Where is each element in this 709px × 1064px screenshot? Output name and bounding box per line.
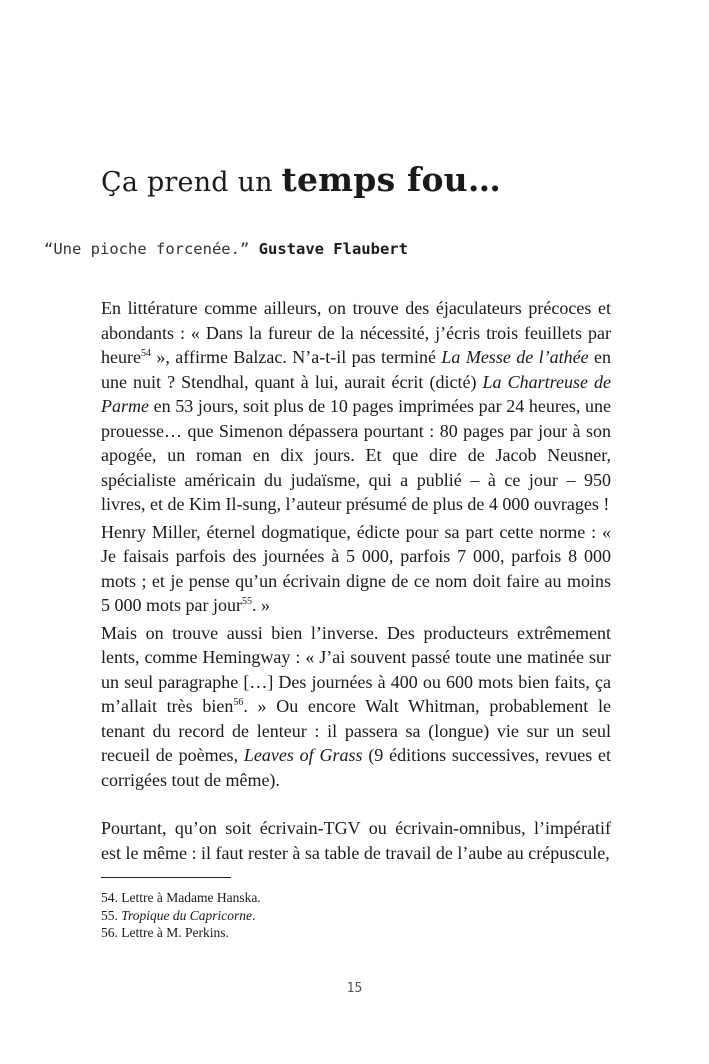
footnote-55-number: 55. xyxy=(101,907,118,923)
chapter-title-emphasis: temps fou… xyxy=(281,160,502,199)
footnote-56: 56. Lettre à M. Perkins. xyxy=(101,925,229,940)
paragraph-3-text-c: (9 éditions successives, revues et corrigées tout de même). xyxy=(101,745,611,790)
paragraph-2 xyxy=(101,520,611,618)
footnotes xyxy=(101,889,501,942)
footnote-55-end: . xyxy=(252,907,256,923)
book-title-chartreuse: La Chartreuse de Parme xyxy=(101,371,611,416)
paragraph-2-text-a: Henry Miller, éternel dogmatique, édicte pour sa part cette norme : « Je faisais parfois des journées à 5 000, parfois 7 000, parfois 8 000 mots ; et je pense qu’un écrivain digne de ce nom doit faire au moins 5 000 mots par jour xyxy=(101,521,611,615)
book-title-leaves: Leaves of Grass xyxy=(243,745,363,765)
footnote-54: 54. Lettre à Madame Hanska. xyxy=(101,890,261,905)
footnote-55-title: Tropique du Capricorne xyxy=(121,907,253,923)
footnote-ref-55: 55 xyxy=(242,596,252,607)
paragraph-1-text-a: En littérature comme ailleurs, on trouve des éjaculateurs précoces et abondants : « Dans la fureur de la nécessité, j’écris trois feuillets par heure xyxy=(101,298,611,367)
paragraph-1-text-d: en 53 jours, soit plus de 10 pages imprimées par 24 heures, une prouesse… que Simenon dépassera pourtant : 80 pages par jour à son apogée, un roman en dix jours. Et que dire de Jacob Neusner, spécialiste américain du judaïsme, qui a publié – à ce jour – 950 livres, et de Kim Il-sung, l’auteur présumé de plus de 4 000 ouvrages ! xyxy=(101,396,611,514)
chapter-title xyxy=(101,160,501,199)
paragraph-3 xyxy=(101,621,611,793)
book-title-messe: La Messe de l’athée xyxy=(441,347,589,367)
paragraph-3-text-a: Mais on trouve aussi bien l’inverse. Des producteurs extrêmement lents, comme Hemingway : « J’ai souvent passé toute une matinée sur un seul paragraphe […] Des journées à 400 ou 600 mots bien faits, ça m’allait très bien xyxy=(101,622,611,716)
body-text xyxy=(101,296,611,868)
paragraph-3-text-b: . » Ou encore Walt Whitman, probablement le tenant du record de lenteur : il passera sa (longue) vie sur un seul recueil de poèmes, xyxy=(101,696,611,765)
epigraph-author: Gustave Flaubert xyxy=(258,240,408,258)
page-number: 15 xyxy=(346,981,363,996)
paragraph-1-text-b: », affirme Balzac. N’a-t-il pas terminé xyxy=(150,347,442,367)
paragraph-1-text-c: en une nuit ? Stendhal, quant à lui, aurait écrit (dicté) xyxy=(101,347,611,392)
footnote-55 xyxy=(101,907,501,925)
paragraph-4: Pourtant, qu’on soit écrivain-TGV ou écrivain-omnibus, l’impératif est le même : il faut rester à sa table de travail de l’aube au crépuscule, xyxy=(101,818,611,863)
epigraph xyxy=(44,240,408,258)
footnote-ref-54: 54 xyxy=(140,348,151,359)
epigraph-quote: “Une pioche forcenée.” xyxy=(44,240,250,258)
paragraph-1 xyxy=(101,296,611,517)
paragraph-2-text-b: . » xyxy=(252,595,270,615)
chapter-title-lead: Ça prend un xyxy=(101,167,273,198)
footnote-ref-56: 56 xyxy=(233,697,244,708)
footnote-divider xyxy=(101,877,231,878)
